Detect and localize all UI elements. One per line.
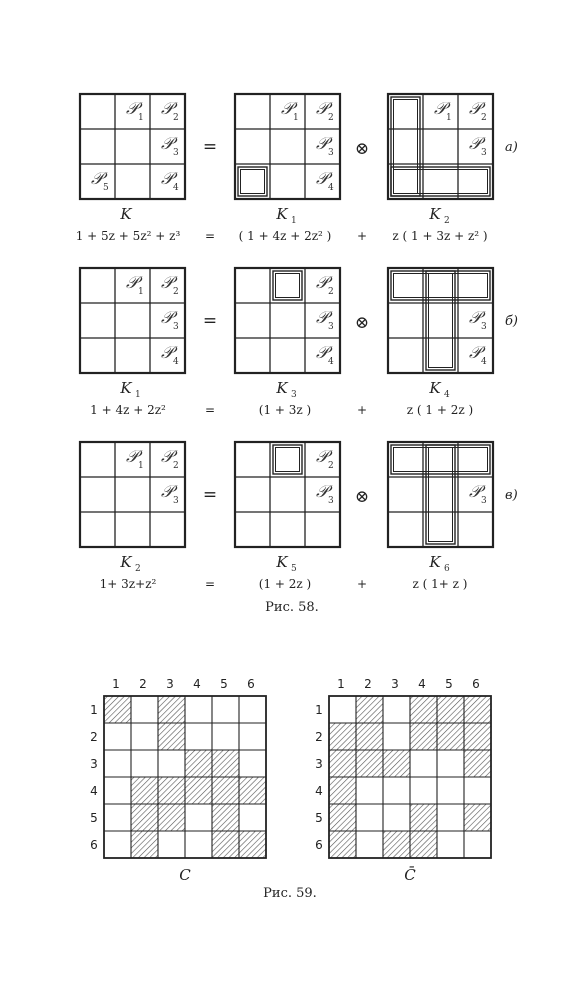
polynomial-right: z ( 1 + 3z + z² )	[392, 229, 488, 243]
position-symbol-index: 2	[173, 287, 179, 297]
position-symbol-index: 3	[481, 496, 487, 506]
hatched-cell	[329, 723, 356, 750]
row-number: 6	[90, 838, 98, 852]
figure-58	[76, 94, 518, 615]
hatched-cell	[329, 750, 356, 777]
position-symbol: 𝒫	[281, 99, 294, 119]
empty-cell	[356, 804, 383, 831]
board-label: K	[120, 205, 132, 223]
hatched-cell	[383, 750, 410, 777]
board-K2	[388, 94, 493, 199]
column-number: 3	[391, 677, 399, 691]
position-symbol-index: 4	[173, 183, 179, 193]
position-symbol-index: 3	[481, 148, 487, 158]
position-symbol-index: 3	[328, 496, 334, 506]
subfigure-tag: б)	[505, 314, 519, 329]
empty-cell	[329, 696, 356, 723]
column-number: 2	[364, 677, 372, 691]
position-symbol: 𝒫	[126, 99, 139, 119]
row-number: 2	[90, 730, 98, 744]
board-K2	[80, 442, 185, 547]
board-K1	[235, 94, 340, 199]
position-symbol-index: 2	[173, 113, 179, 123]
empty-cell	[437, 804, 464, 831]
board-label-index: 1	[291, 216, 297, 226]
empty-cell	[464, 777, 491, 804]
empty-cell	[185, 696, 212, 723]
position-symbol-index: 2	[328, 287, 334, 297]
empty-cell	[185, 723, 212, 750]
hatched-cell	[212, 777, 239, 804]
empty-cell	[383, 804, 410, 831]
hatched-cell	[239, 831, 266, 858]
hatched-cell	[464, 750, 491, 777]
position-symbol: 𝒫	[316, 447, 329, 467]
empty-cell	[212, 696, 239, 723]
hatched-cell	[158, 804, 185, 831]
empty-cell	[239, 750, 266, 777]
polynomial-right: z ( 1+ z )	[412, 577, 468, 591]
position-symbol: 𝒫	[469, 99, 482, 119]
polynomial-middle: ( 1 + 4z + 2z² )	[238, 229, 332, 243]
position-symbol-index: 3	[328, 148, 334, 158]
equals-operator: =	[202, 311, 218, 331]
position-symbol-index: 3	[173, 496, 179, 506]
product-operator: ⊗	[354, 313, 370, 333]
position-symbol-index: 1	[138, 113, 144, 123]
column-number: 5	[445, 677, 453, 691]
empty-cell	[437, 750, 464, 777]
hatched-cell	[410, 696, 437, 723]
hatched-cell	[131, 831, 158, 858]
empty-cell	[131, 750, 158, 777]
position-symbol-index: 3	[173, 148, 179, 158]
position-symbol-index: 2	[328, 461, 334, 471]
hatched-cell	[239, 777, 266, 804]
position-symbol: 𝒫	[161, 447, 174, 467]
board-K5	[235, 442, 340, 547]
fig58-row-3	[80, 442, 518, 591]
position-symbol-index: 4	[328, 183, 334, 193]
board-label: K	[429, 379, 441, 397]
position-symbol: 𝒫	[161, 273, 174, 293]
empty-cell	[356, 831, 383, 858]
empty-cell	[158, 750, 185, 777]
polynomial-left: 1 + 5z + 5z² + z³	[75, 229, 181, 243]
position-symbol: 𝒫	[126, 273, 139, 293]
hatched-cell	[410, 723, 437, 750]
position-symbol: 𝒫	[316, 273, 329, 293]
position-symbol: 𝒫	[316, 482, 329, 502]
hatched-cell	[464, 723, 491, 750]
board-label: K	[276, 379, 288, 397]
position-symbol-index: 4	[173, 357, 179, 367]
board-label: K	[276, 553, 288, 571]
empty-cell	[158, 831, 185, 858]
row-number: 4	[90, 784, 98, 798]
hatched-cell	[158, 777, 185, 804]
position-symbol-index: 4	[481, 357, 487, 367]
hatched-cell	[185, 750, 212, 777]
position-symbol: 𝒫	[161, 99, 174, 119]
polynomial-plus: +	[356, 403, 368, 417]
polynomial-equals: =	[204, 577, 216, 591]
hatched-cell	[104, 696, 131, 723]
board-label-index: 4	[444, 390, 450, 400]
position-symbol-index: 4	[328, 357, 334, 367]
polynomial-left: 1+ 3z+z²	[99, 577, 157, 591]
subfigure-tag: в)	[505, 488, 518, 503]
position-symbol: 𝒫	[316, 343, 329, 363]
polynomial-equals: =	[204, 229, 216, 243]
polynomial-middle: (1 + 3z )	[258, 403, 312, 417]
position-symbol: 𝒫	[469, 343, 482, 363]
empty-cell	[185, 804, 212, 831]
board-label: K	[120, 553, 132, 571]
product-operator: ⊗	[354, 487, 370, 507]
row-number: 5	[315, 811, 323, 825]
board-label-index: 1	[135, 390, 141, 400]
hatched-cell	[131, 804, 158, 831]
board-label-index: 3	[291, 390, 297, 400]
empty-cell	[383, 777, 410, 804]
hatched-cell	[464, 696, 491, 723]
hatched-cell	[464, 804, 491, 831]
row-number: 4	[315, 784, 323, 798]
equals-operator: =	[202, 137, 218, 157]
hatched-cell	[212, 750, 239, 777]
empty-cell	[104, 777, 131, 804]
board-K	[80, 94, 185, 199]
column-number: 3	[166, 677, 174, 691]
empty-cell	[239, 696, 266, 723]
hatched-cell	[410, 831, 437, 858]
board-label-index: 2	[135, 564, 141, 574]
polynomial-left: 1 + 4z + 2z²	[90, 403, 166, 417]
empty-cell	[383, 723, 410, 750]
position-symbol: 𝒫	[469, 134, 482, 154]
row-number: 6	[315, 838, 323, 852]
position-symbol-index: 3	[173, 322, 179, 332]
column-number: 4	[418, 677, 426, 691]
position-symbol: 𝒫	[126, 447, 139, 467]
polynomial-plus: +	[356, 577, 368, 591]
subfigure-tag: а)	[505, 140, 518, 155]
position-symbol: 𝒫	[469, 308, 482, 328]
position-symbol: 𝒫	[161, 134, 174, 154]
position-symbol-index: 2	[481, 113, 487, 123]
column-number: 5	[220, 677, 228, 691]
position-symbol-index: 2	[328, 113, 334, 123]
column-number: 6	[247, 677, 255, 691]
matrix-board-1	[90, 677, 266, 884]
board-label-index: 6	[444, 564, 450, 574]
empty-cell	[410, 777, 437, 804]
row-number: 2	[315, 730, 323, 744]
position-symbol: 𝒫	[316, 134, 329, 154]
empty-cell	[410, 750, 437, 777]
board-label: K	[120, 379, 132, 397]
row-number: 1	[90, 703, 98, 717]
empty-cell	[239, 804, 266, 831]
column-number: 1	[337, 677, 345, 691]
column-number: 1	[112, 677, 120, 691]
fig58-row-1	[76, 94, 518, 243]
figure-58-caption: Рис. 58.	[265, 600, 319, 615]
empty-cell	[212, 723, 239, 750]
empty-cell	[437, 831, 464, 858]
position-symbol-index: 1	[293, 113, 299, 123]
board-K1	[80, 268, 185, 373]
position-symbol-index: 5	[103, 183, 109, 193]
position-symbol-index: 1	[138, 461, 144, 471]
column-number: 2	[139, 677, 147, 691]
board-label-index: 5	[291, 564, 297, 574]
hatched-cell	[437, 696, 464, 723]
board-K3	[235, 268, 340, 373]
position-symbol-index: 1	[138, 287, 144, 297]
row-number: 3	[315, 757, 323, 771]
position-symbol: 𝒫	[161, 482, 174, 502]
empty-cell	[239, 723, 266, 750]
hatched-cell	[212, 831, 239, 858]
hatched-cell	[437, 723, 464, 750]
hatched-cell	[158, 696, 185, 723]
position-symbol-index: 3	[328, 322, 334, 332]
empty-cell	[104, 750, 131, 777]
empty-cell	[131, 696, 158, 723]
position-symbol: 𝒫	[161, 343, 174, 363]
position-symbol: 𝒫	[91, 169, 104, 189]
position-symbol-index: 1	[446, 113, 452, 123]
hatched-cell	[158, 723, 185, 750]
empty-cell	[464, 831, 491, 858]
empty-cell	[104, 723, 131, 750]
empty-cell	[185, 831, 212, 858]
board-label: K	[429, 205, 441, 223]
position-symbol: 𝒫	[316, 308, 329, 328]
equals-operator: =	[202, 485, 218, 505]
hatched-cell	[356, 696, 383, 723]
board-K6	[388, 442, 493, 547]
hatched-cell	[329, 777, 356, 804]
hatched-cell	[383, 831, 410, 858]
hatched-cell	[356, 723, 383, 750]
position-symbol: 𝒫	[316, 99, 329, 119]
polynomial-middle: (1 + 2z )	[258, 577, 312, 591]
hatched-cell	[131, 777, 158, 804]
row-number: 5	[90, 811, 98, 825]
position-symbol-index: 3	[481, 322, 487, 332]
hatched-cell	[356, 750, 383, 777]
empty-cell	[104, 804, 131, 831]
empty-cell	[437, 777, 464, 804]
hatched-cell	[212, 804, 239, 831]
position-symbol: 𝒫	[434, 99, 447, 119]
matrix-board-2	[315, 677, 491, 884]
hatched-cell	[185, 777, 212, 804]
empty-cell	[383, 696, 410, 723]
polynomial-plus: +	[356, 229, 368, 243]
position-symbol: 𝒫	[161, 308, 174, 328]
board-label: K	[429, 553, 441, 571]
hatched-cell	[410, 804, 437, 831]
empty-cell	[356, 777, 383, 804]
column-number: 4	[193, 677, 201, 691]
board-K4	[388, 268, 493, 373]
hatched-cell	[329, 831, 356, 858]
column-number: 6	[472, 677, 480, 691]
matrix-label: C	[179, 866, 191, 884]
product-operator: ⊗	[354, 139, 370, 159]
fig58-row-2	[80, 268, 518, 417]
board-label: K	[276, 205, 288, 223]
figure-59-caption: Рис. 59.	[263, 886, 317, 901]
position-symbol: 𝒫	[316, 169, 329, 189]
row-number: 3	[90, 757, 98, 771]
figure-59	[90, 677, 491, 901]
polynomial-equals: =	[204, 403, 216, 417]
polynomial-right: z ( 1 + 2z )	[406, 403, 474, 417]
row-number: 1	[315, 703, 323, 717]
position-symbol-index: 2	[173, 461, 179, 471]
board-label-index: 2	[444, 216, 450, 226]
position-symbol: 𝒫	[161, 169, 174, 189]
position-symbol: 𝒫	[469, 482, 482, 502]
empty-cell	[131, 723, 158, 750]
hatched-cell	[329, 804, 356, 831]
empty-cell	[104, 831, 131, 858]
matrix-label: C̄	[404, 866, 416, 884]
